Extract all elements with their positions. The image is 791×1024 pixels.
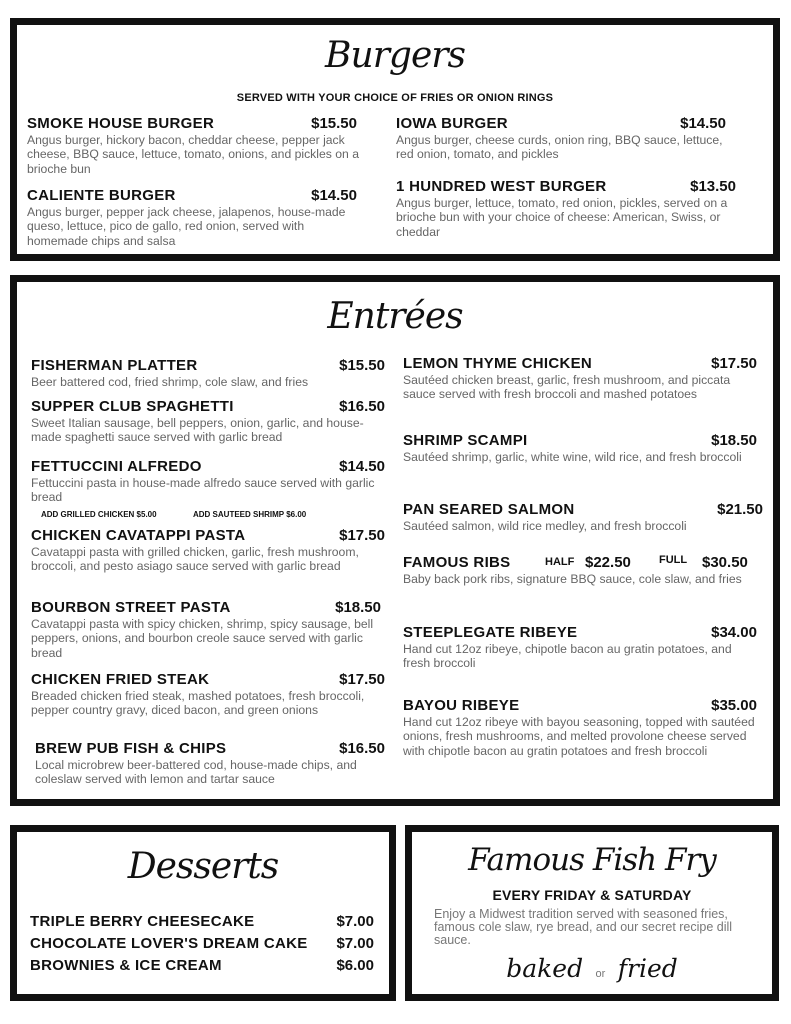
item-description: Angus burger, pepper jack cheese, jalapenos, house-made queso, lettuce, pico de gallo, red onion, served with homemade chips and salsa	[27, 205, 346, 248]
baked-or-fried	[412, 954, 772, 983]
item-price: $18.50	[335, 599, 381, 616]
ribs-full-label: FULL	[659, 554, 688, 566]
item-price: $7.00	[336, 935, 374, 952]
item-price: $14.50	[311, 187, 357, 204]
menu-item-chicken-cavatappi-pasta	[31, 527, 385, 587]
item-name: FAMOUS RIBS	[403, 554, 511, 571]
item-description: Sautéed salmon, wild rice medley, and fresh broccoli	[403, 519, 687, 533]
item-price: $17.50	[339, 527, 385, 544]
fish-fry-title: Famous Fish Fry	[468, 842, 716, 878]
item-name: CALIENTE BURGER	[27, 187, 176, 204]
item-description: Sautéed chicken breast, garlic, fresh mushroom, and piccata sauce served with fresh broccoli and mashed potatoes	[403, 373, 731, 402]
menu-item-bayou-ribeye	[403, 697, 757, 757]
item-name: STEEPLEGATE RIBEYE	[403, 624, 578, 641]
addon-chicken: ADD GRILLED CHICKEN $5.00	[41, 510, 157, 519]
item-price: $16.50	[339, 398, 385, 415]
item-price: $13.50	[690, 178, 736, 195]
item-price: $17.50	[711, 355, 757, 372]
item-description: Breaded chicken fried steak, mashed potatoes, fresh broccoli, pepper country gravy, diced bacon, and green onions	[31, 689, 365, 718]
item-description: Angus burger, hickory bacon, cheddar cheese, pepper jack cheese, BBQ sauce, lettuce, tomato, onions, and pickles on a brioche bun	[27, 133, 359, 176]
item-name: TRIPLE BERRY CHEESECAKE	[30, 913, 255, 930]
item-price: $15.50	[311, 115, 357, 132]
item-name: BOURBON STREET PASTA	[31, 599, 231, 616]
item-description: Angus burger, cheese curds, onion ring, BBQ sauce, lettuce, red onion, tomato, and pickles	[396, 133, 723, 162]
item-price: $34.00	[711, 624, 757, 641]
item-description: Fettuccini pasta in house-made alfredo sauce served with garlic bread	[31, 476, 375, 505]
menu-item-steeplegate-ribeye	[403, 624, 757, 684]
item-description: Hand cut 12oz ribeye, chipotle bacon au gratin potatoes, and fresh broccoli	[403, 642, 732, 671]
menu-item-smoke-house-burger	[27, 115, 357, 175]
item-name: SHRIMP SCAMPI	[403, 432, 528, 449]
item-description: Local microbrew beer-battered cod, house-made chips, and coleslaw served with lemon and tartar sauce	[35, 758, 357, 787]
menu-item-chicken-fried-steak	[31, 671, 385, 731]
item-name: BREW PUB FISH & CHIPS	[35, 740, 227, 757]
ribs-half-price: $22.50	[585, 554, 631, 571]
item-price: $14.50	[339, 458, 385, 475]
fish-fry-subtitle: EVERY FRIDAY & SATURDAY	[492, 887, 692, 903]
item-description: Hand cut 12oz ribeye with bayou seasoning, topped with sautéed onions, fresh mushrooms, and melted provolone cheese served with chipotle bacon au gratin potatoes and fresh broccoli	[403, 715, 755, 758]
item-price: $15.50	[339, 357, 385, 374]
ribs-half-label: HALF	[545, 556, 575, 568]
item-description: Angus burger, lettuce, tomato, red onion, pickles, served on a brioche bun with your choice of cheese: American, Swiss, or cheddar	[396, 196, 728, 239]
item-name: CHOCOLATE LOVER'S DREAM CAKE	[30, 935, 308, 952]
menu-item-pan-seared-salmon	[403, 501, 763, 561]
item-price: $35.00	[711, 697, 757, 714]
item-price: $21.50	[717, 501, 763, 518]
menu-item-shrimp-scampi	[403, 432, 757, 492]
item-name: SUPPER CLUB SPAGHETTI	[31, 398, 234, 415]
burgers-subtitle: SERVED WITH YOUR CHOICE OF FRIES OR ONION RINGS	[236, 92, 554, 104]
item-price: $17.50	[339, 671, 385, 688]
item-price: $14.50	[680, 115, 726, 132]
item-name: LEMON THYME CHICKEN	[403, 355, 593, 372]
ribs-full-price: $30.50	[702, 554, 748, 571]
menu-item-1-hundred-west-burger	[396, 178, 736, 238]
item-description: Sweet Italian sausage, bell peppers, onion, garlic, and house-made spaghetti sauce served with garlic bread	[31, 416, 364, 445]
burgers-title: Burgers	[325, 35, 465, 76]
item-description: Sautéed shrimp, garlic, white wine, wild rice, and fresh broccoli	[403, 450, 742, 464]
item-description: Beer battered cod, fried shrimp, cole slaw, and fries	[31, 375, 309, 389]
item-price: $6.00	[336, 957, 374, 974]
fish-fry-description: Enjoy a Midwest tradition served with seasoned fries, famous cole slaw, rye bread, and our secret recipe dill sauce.	[434, 907, 733, 947]
item-description: Cavatappi pasta with spicy chicken, shrimp, spicy sausage, bell peppers, onions, and bourbon creole sauce served with garlic bread	[31, 617, 374, 660]
item-name: BAYOU RIBEYE	[403, 697, 520, 714]
or-label: or	[595, 968, 606, 980]
desserts-section	[10, 825, 396, 1001]
item-name: SMOKE HOUSE BURGER	[27, 115, 215, 132]
item-name: FISHERMAN PLATTER	[31, 357, 198, 374]
menu-item-bourbon-street-pasta	[31, 599, 381, 659]
item-name: CHICKEN CAVATAPPI PASTA	[31, 527, 246, 544]
item-name: FETTUCCINI ALFREDO	[31, 458, 202, 475]
desserts-title: Desserts	[127, 846, 279, 887]
item-name: CHICKEN FRIED STEAK	[31, 671, 210, 688]
item-price: $7.00	[336, 913, 374, 930]
item-price: $18.50	[711, 432, 757, 449]
item-name: IOWA BURGER	[396, 115, 508, 132]
menu-item-supper-club-spaghetti	[31, 398, 385, 458]
entrees-section	[10, 275, 780, 806]
item-price: $16.50	[339, 740, 385, 757]
menu-item-fettuccini-alfredo	[31, 458, 385, 518]
burgers-section	[10, 18, 780, 261]
menu-item-brownies-ice-cream	[30, 957, 374, 1017]
fried-label: fried	[617, 954, 678, 983]
item-name: 1 HUNDRED WEST BURGER	[396, 178, 607, 195]
item-name: PAN SEARED SALMON	[403, 501, 575, 518]
item-description: Baby back pork ribs, signature BBQ sauce, cole slaw, and fries	[403, 572, 742, 586]
item-description: Cavatappi pasta with grilled chicken, garlic, fresh mushroom, broccoli, and pesto asiago sauce served with garlic bread	[31, 545, 359, 574]
addon-shrimp: ADD SAUTEED SHRIMP $6.00	[193, 510, 307, 519]
fish-fry-section	[405, 825, 779, 1001]
menu-item-brew-pub-fish-chips	[35, 740, 385, 800]
menu-item-iowa-burger	[396, 115, 726, 175]
item-name: BROWNIES & ICE CREAM	[30, 957, 222, 974]
menu-item-lemon-thyme-chicken	[403, 355, 757, 415]
entrees-title: Entrées	[327, 296, 463, 337]
menu-item-caliente-burger	[27, 187, 357, 247]
baked-label: baked	[506, 954, 584, 983]
